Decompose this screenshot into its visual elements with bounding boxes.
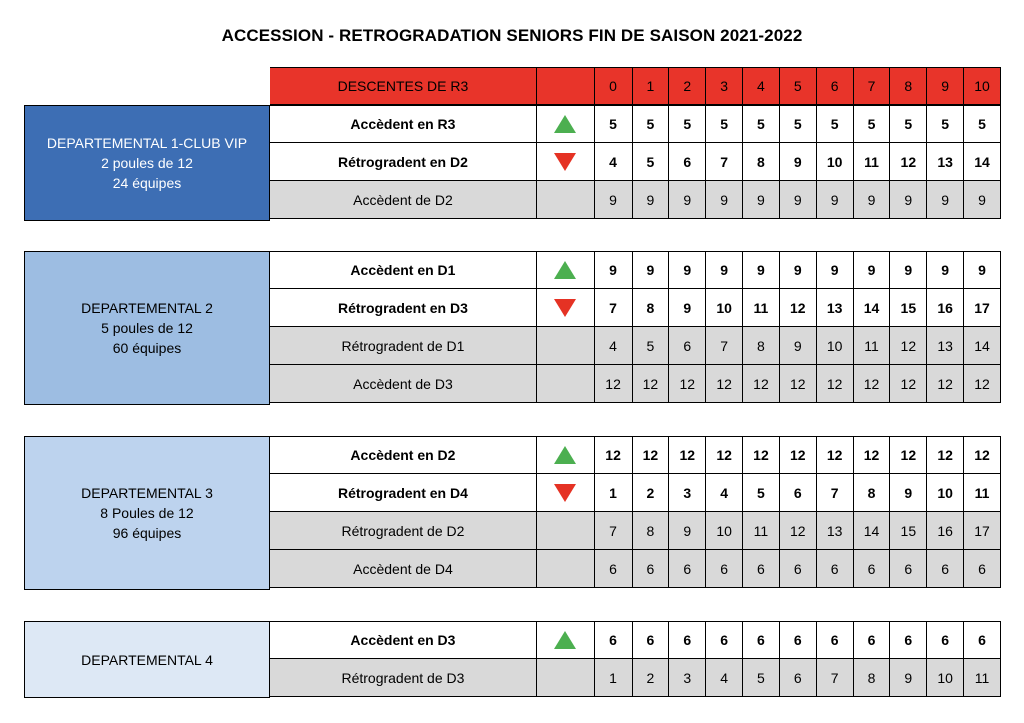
value-cell: 12 <box>633 437 670 473</box>
value-cell: 13 <box>817 289 854 326</box>
value-cell: 16 <box>927 512 964 549</box>
table-row <box>270 550 1001 588</box>
header-row <box>270 67 1001 105</box>
value-cell: 10 <box>927 474 964 511</box>
value-cell: 11 <box>743 512 780 549</box>
value-cell: 5 <box>633 106 670 142</box>
down-arrow-icon <box>554 299 576 317</box>
value-cell: 6 <box>706 550 743 587</box>
value-cell: 12 <box>669 437 706 473</box>
row-label: Accèdent de D3 <box>270 365 537 402</box>
row-label: Accèdent de D4 <box>270 550 537 587</box>
value-cell: 9 <box>890 659 927 696</box>
value-cell: 5 <box>743 659 780 696</box>
value-cell: 7 <box>706 327 743 364</box>
value-cell: 9 <box>669 181 706 218</box>
value-cell: 5 <box>633 327 670 364</box>
value-cell: 8 <box>854 659 891 696</box>
division-rows-d4 <box>270 621 1001 698</box>
row-label: Rétrogradent de D2 <box>270 512 537 549</box>
value-cell: 5 <box>780 106 817 142</box>
value-cell: 10 <box>817 327 854 364</box>
value-cell: 12 <box>890 437 927 473</box>
value-cell: 5 <box>743 106 780 142</box>
division-label-line: DEPARTEMENTAL 4 <box>81 651 213 668</box>
division-label-line: 5 poules de 12 <box>101 320 193 336</box>
value-cell: 6 <box>854 622 891 658</box>
header-count-cell: 1 <box>633 68 670 104</box>
value-cell: 13 <box>817 512 854 549</box>
row-icon-cell <box>537 437 595 473</box>
division-label-line: DEPARTEMENTAL 1-CLUB VIP <box>46 135 248 151</box>
value-cell: 12 <box>780 512 817 549</box>
value-cell: 9 <box>927 252 964 288</box>
value-cell: 1 <box>595 474 633 511</box>
value-cell: 17 <box>964 512 1001 549</box>
table-row <box>270 251 1001 289</box>
division-block-d1 <box>24 105 1001 221</box>
value-cell: 6 <box>817 550 854 587</box>
value-cell: 12 <box>964 365 1001 402</box>
value-cell: 9 <box>633 181 670 218</box>
value-cell: 9 <box>927 181 964 218</box>
up-arrow-icon <box>554 115 576 133</box>
division-label-line: 8 Poules de 12 <box>100 505 194 521</box>
value-cell: 14 <box>854 289 891 326</box>
row-label: Rétrogradent de D3 <box>270 659 537 696</box>
value-cell: 6 <box>633 550 670 587</box>
value-cell: 12 <box>927 365 964 402</box>
division-label-line: DEPARTEMENTAL 2 <box>81 300 213 316</box>
row-label: Rétrogradent de D1 <box>270 327 537 364</box>
division-block-d2 <box>24 251 1001 405</box>
value-cell: 5 <box>669 106 706 142</box>
value-cell: 12 <box>817 437 854 473</box>
header-count-cell: 10 <box>964 68 1001 104</box>
value-cell: 9 <box>743 252 780 288</box>
value-cell: 9 <box>854 252 891 288</box>
value-cell: 12 <box>595 437 633 473</box>
division-block-d4 <box>24 621 1001 698</box>
division-rows-d3 <box>270 436 1001 590</box>
value-cell: 5 <box>964 106 1001 142</box>
value-cell: 12 <box>743 437 780 473</box>
table-row <box>270 105 1001 143</box>
value-cell: 6 <box>669 622 706 658</box>
table-row <box>270 474 1001 512</box>
value-cell: 5 <box>633 143 670 180</box>
value-cell: 4 <box>706 474 743 511</box>
value-cell: 6 <box>964 550 1001 587</box>
value-cell: 6 <box>780 659 817 696</box>
value-cell: 9 <box>780 143 817 180</box>
row-icon-cell <box>537 365 595 402</box>
value-cell: 10 <box>927 659 964 696</box>
value-cell: 13 <box>927 327 964 364</box>
down-arrow-icon <box>554 484 576 502</box>
value-cell: 6 <box>743 622 780 658</box>
value-cell: 2 <box>633 659 670 696</box>
value-cell: 6 <box>633 622 670 658</box>
value-cell: 7 <box>595 512 633 549</box>
row-icon-cell <box>537 181 595 218</box>
value-cell: 10 <box>706 512 743 549</box>
header-count-cell: 6 <box>817 68 854 104</box>
division-rows-d1 <box>270 105 1001 221</box>
value-cell: 9 <box>706 181 743 218</box>
row-icon-cell <box>537 289 595 326</box>
header-count-cell: 5 <box>780 68 817 104</box>
row-label: Accèdent en D1 <box>270 252 537 288</box>
value-cell: 14 <box>964 327 1001 364</box>
value-cell: 2 <box>633 474 670 511</box>
value-cell: 4 <box>595 327 633 364</box>
header-icon-cell <box>537 68 595 104</box>
value-cell: 6 <box>595 550 633 587</box>
division-label-line: DEPARTEMENTAL 3 <box>81 485 213 501</box>
value-cell: 5 <box>890 106 927 142</box>
value-cell: 8 <box>633 512 670 549</box>
division-rows-d2 <box>270 251 1001 405</box>
table-row <box>270 512 1001 550</box>
table-row <box>270 289 1001 327</box>
value-cell: 3 <box>669 474 706 511</box>
table-row <box>270 143 1001 181</box>
division-label-line: 96 équipes <box>112 525 182 541</box>
value-cell: 6 <box>927 550 964 587</box>
value-cell: 7 <box>595 289 633 326</box>
value-cell: 9 <box>890 252 927 288</box>
value-cell: 9 <box>780 252 817 288</box>
value-cell: 12 <box>595 365 633 402</box>
value-cell: 12 <box>780 437 817 473</box>
value-cell: 11 <box>854 143 891 180</box>
value-cell: 8 <box>633 289 670 326</box>
value-cell: 12 <box>854 365 891 402</box>
value-cell: 11 <box>854 327 891 364</box>
value-cell: 9 <box>817 252 854 288</box>
value-cell: 7 <box>817 659 854 696</box>
value-cell: 11 <box>964 474 1001 511</box>
value-cell: 15 <box>890 512 927 549</box>
row-icon-cell <box>537 622 595 658</box>
row-label: Rétrogradent en D3 <box>270 289 537 326</box>
header-count-cell: 7 <box>854 68 891 104</box>
value-cell: 6 <box>780 622 817 658</box>
value-cell: 9 <box>817 181 854 218</box>
value-cell: 5 <box>854 106 891 142</box>
value-cell: 5 <box>817 106 854 142</box>
value-cell: 9 <box>669 512 706 549</box>
value-cell: 6 <box>890 550 927 587</box>
division-label-d2 <box>24 251 270 405</box>
value-cell: 4 <box>595 143 633 180</box>
table-row <box>270 327 1001 365</box>
table-row <box>270 365 1001 403</box>
up-arrow-icon <box>554 261 576 279</box>
up-arrow-icon <box>554 446 576 464</box>
value-cell: 14 <box>854 512 891 549</box>
value-cell: 7 <box>817 474 854 511</box>
header-count-cell: 3 <box>706 68 743 104</box>
value-cell: 16 <box>927 289 964 326</box>
value-cell: 10 <box>706 289 743 326</box>
value-cell: 12 <box>780 365 817 402</box>
value-cell: 11 <box>964 659 1001 696</box>
header-label: DESCENTES DE R3 <box>270 68 537 104</box>
header-block <box>24 67 1001 105</box>
value-cell: 6 <box>706 622 743 658</box>
header-count-cell: 4 <box>743 68 780 104</box>
value-cell: 9 <box>780 181 817 218</box>
row-icon-cell <box>537 106 595 142</box>
value-cell: 9 <box>854 181 891 218</box>
division-block-d3 <box>24 436 1001 590</box>
header-rows <box>270 67 1001 105</box>
value-cell: 9 <box>890 474 927 511</box>
table-row <box>270 436 1001 474</box>
value-cell: 12 <box>706 437 743 473</box>
value-cell: 6 <box>964 622 1001 658</box>
value-cell: 9 <box>633 252 670 288</box>
row-label: Rétrogradent en D2 <box>270 143 537 180</box>
division-label-line: 2 poules de 12 <box>101 155 193 171</box>
value-cell: 9 <box>669 289 706 326</box>
value-cell: 6 <box>595 622 633 658</box>
value-cell: 12 <box>780 289 817 326</box>
value-cell: 12 <box>743 365 780 402</box>
page-title: ACCESSION - RETROGRADATION SENIORS FIN DE SAISON 2021-2022 <box>221 26 803 45</box>
value-cell: 9 <box>964 181 1001 218</box>
header-count-cell: 0 <box>595 68 633 104</box>
value-cell: 9 <box>780 327 817 364</box>
value-cell: 13 <box>927 143 964 180</box>
row-icon-cell <box>537 474 595 511</box>
row-label: Accèdent en D3 <box>270 622 537 658</box>
value-cell: 7 <box>706 143 743 180</box>
row-icon-cell <box>537 659 595 696</box>
header-count-cell: 2 <box>669 68 706 104</box>
value-cell: 12 <box>706 365 743 402</box>
value-cell: 12 <box>890 327 927 364</box>
row-label: Accèdent de D2 <box>270 181 537 218</box>
division-label-d4 <box>24 621 270 698</box>
value-cell: 6 <box>854 550 891 587</box>
value-cell: 6 <box>669 550 706 587</box>
value-cell: 9 <box>890 181 927 218</box>
value-cell: 12 <box>633 365 670 402</box>
value-cell: 9 <box>706 252 743 288</box>
row-label: Rétrogradent en D4 <box>270 474 537 511</box>
value-cell: 9 <box>964 252 1001 288</box>
value-cell: 17 <box>964 289 1001 326</box>
row-icon-cell <box>537 550 595 587</box>
row-icon-cell <box>537 512 595 549</box>
value-cell: 4 <box>706 659 743 696</box>
value-cell: 8 <box>743 143 780 180</box>
value-cell: 12 <box>890 365 927 402</box>
value-cell: 15 <box>890 289 927 326</box>
header-count-cell: 8 <box>890 68 927 104</box>
value-cell: 5 <box>595 106 633 142</box>
division-label-d1 <box>24 105 270 221</box>
value-cell: 3 <box>669 659 706 696</box>
value-cell: 10 <box>817 143 854 180</box>
value-cell: 6 <box>890 622 927 658</box>
division-label-line: 24 équipes <box>112 175 182 191</box>
value-cell: 9 <box>595 252 633 288</box>
down-arrow-icon <box>554 153 576 171</box>
value-cell: 11 <box>743 289 780 326</box>
table-row <box>270 181 1001 219</box>
table-row <box>270 621 1001 659</box>
division-label-line: 60 équipes <box>112 340 182 356</box>
value-cell: 5 <box>706 106 743 142</box>
value-cell: 12 <box>964 437 1001 473</box>
value-cell: 6 <box>780 474 817 511</box>
value-cell: 8 <box>854 474 891 511</box>
value-cell: 8 <box>743 327 780 364</box>
value-cell: 9 <box>595 181 633 218</box>
value-cell: 6 <box>743 550 780 587</box>
division-label-d3 <box>24 436 270 590</box>
row-icon-cell <box>537 327 595 364</box>
value-cell: 12 <box>669 365 706 402</box>
value-cell: 14 <box>964 143 1001 180</box>
value-cell: 6 <box>669 327 706 364</box>
row-icon-cell <box>537 252 595 288</box>
value-cell: 6 <box>817 622 854 658</box>
table-row <box>270 659 1001 697</box>
value-cell: 6 <box>927 622 964 658</box>
value-cell: 9 <box>669 252 706 288</box>
row-label: Accèdent en R3 <box>270 106 537 142</box>
value-cell: 12 <box>854 437 891 473</box>
value-cell: 5 <box>743 474 780 511</box>
header-count-cell: 9 <box>927 68 964 104</box>
row-label: Accèdent en D2 <box>270 437 537 473</box>
value-cell: 5 <box>927 106 964 142</box>
up-arrow-icon <box>554 631 576 649</box>
value-cell: 12 <box>890 143 927 180</box>
value-cell: 9 <box>743 181 780 218</box>
value-cell: 1 <box>595 659 633 696</box>
value-cell: 6 <box>669 143 706 180</box>
value-cell: 12 <box>927 437 964 473</box>
value-cell: 6 <box>780 550 817 587</box>
row-icon-cell <box>537 143 595 180</box>
value-cell: 12 <box>817 365 854 402</box>
